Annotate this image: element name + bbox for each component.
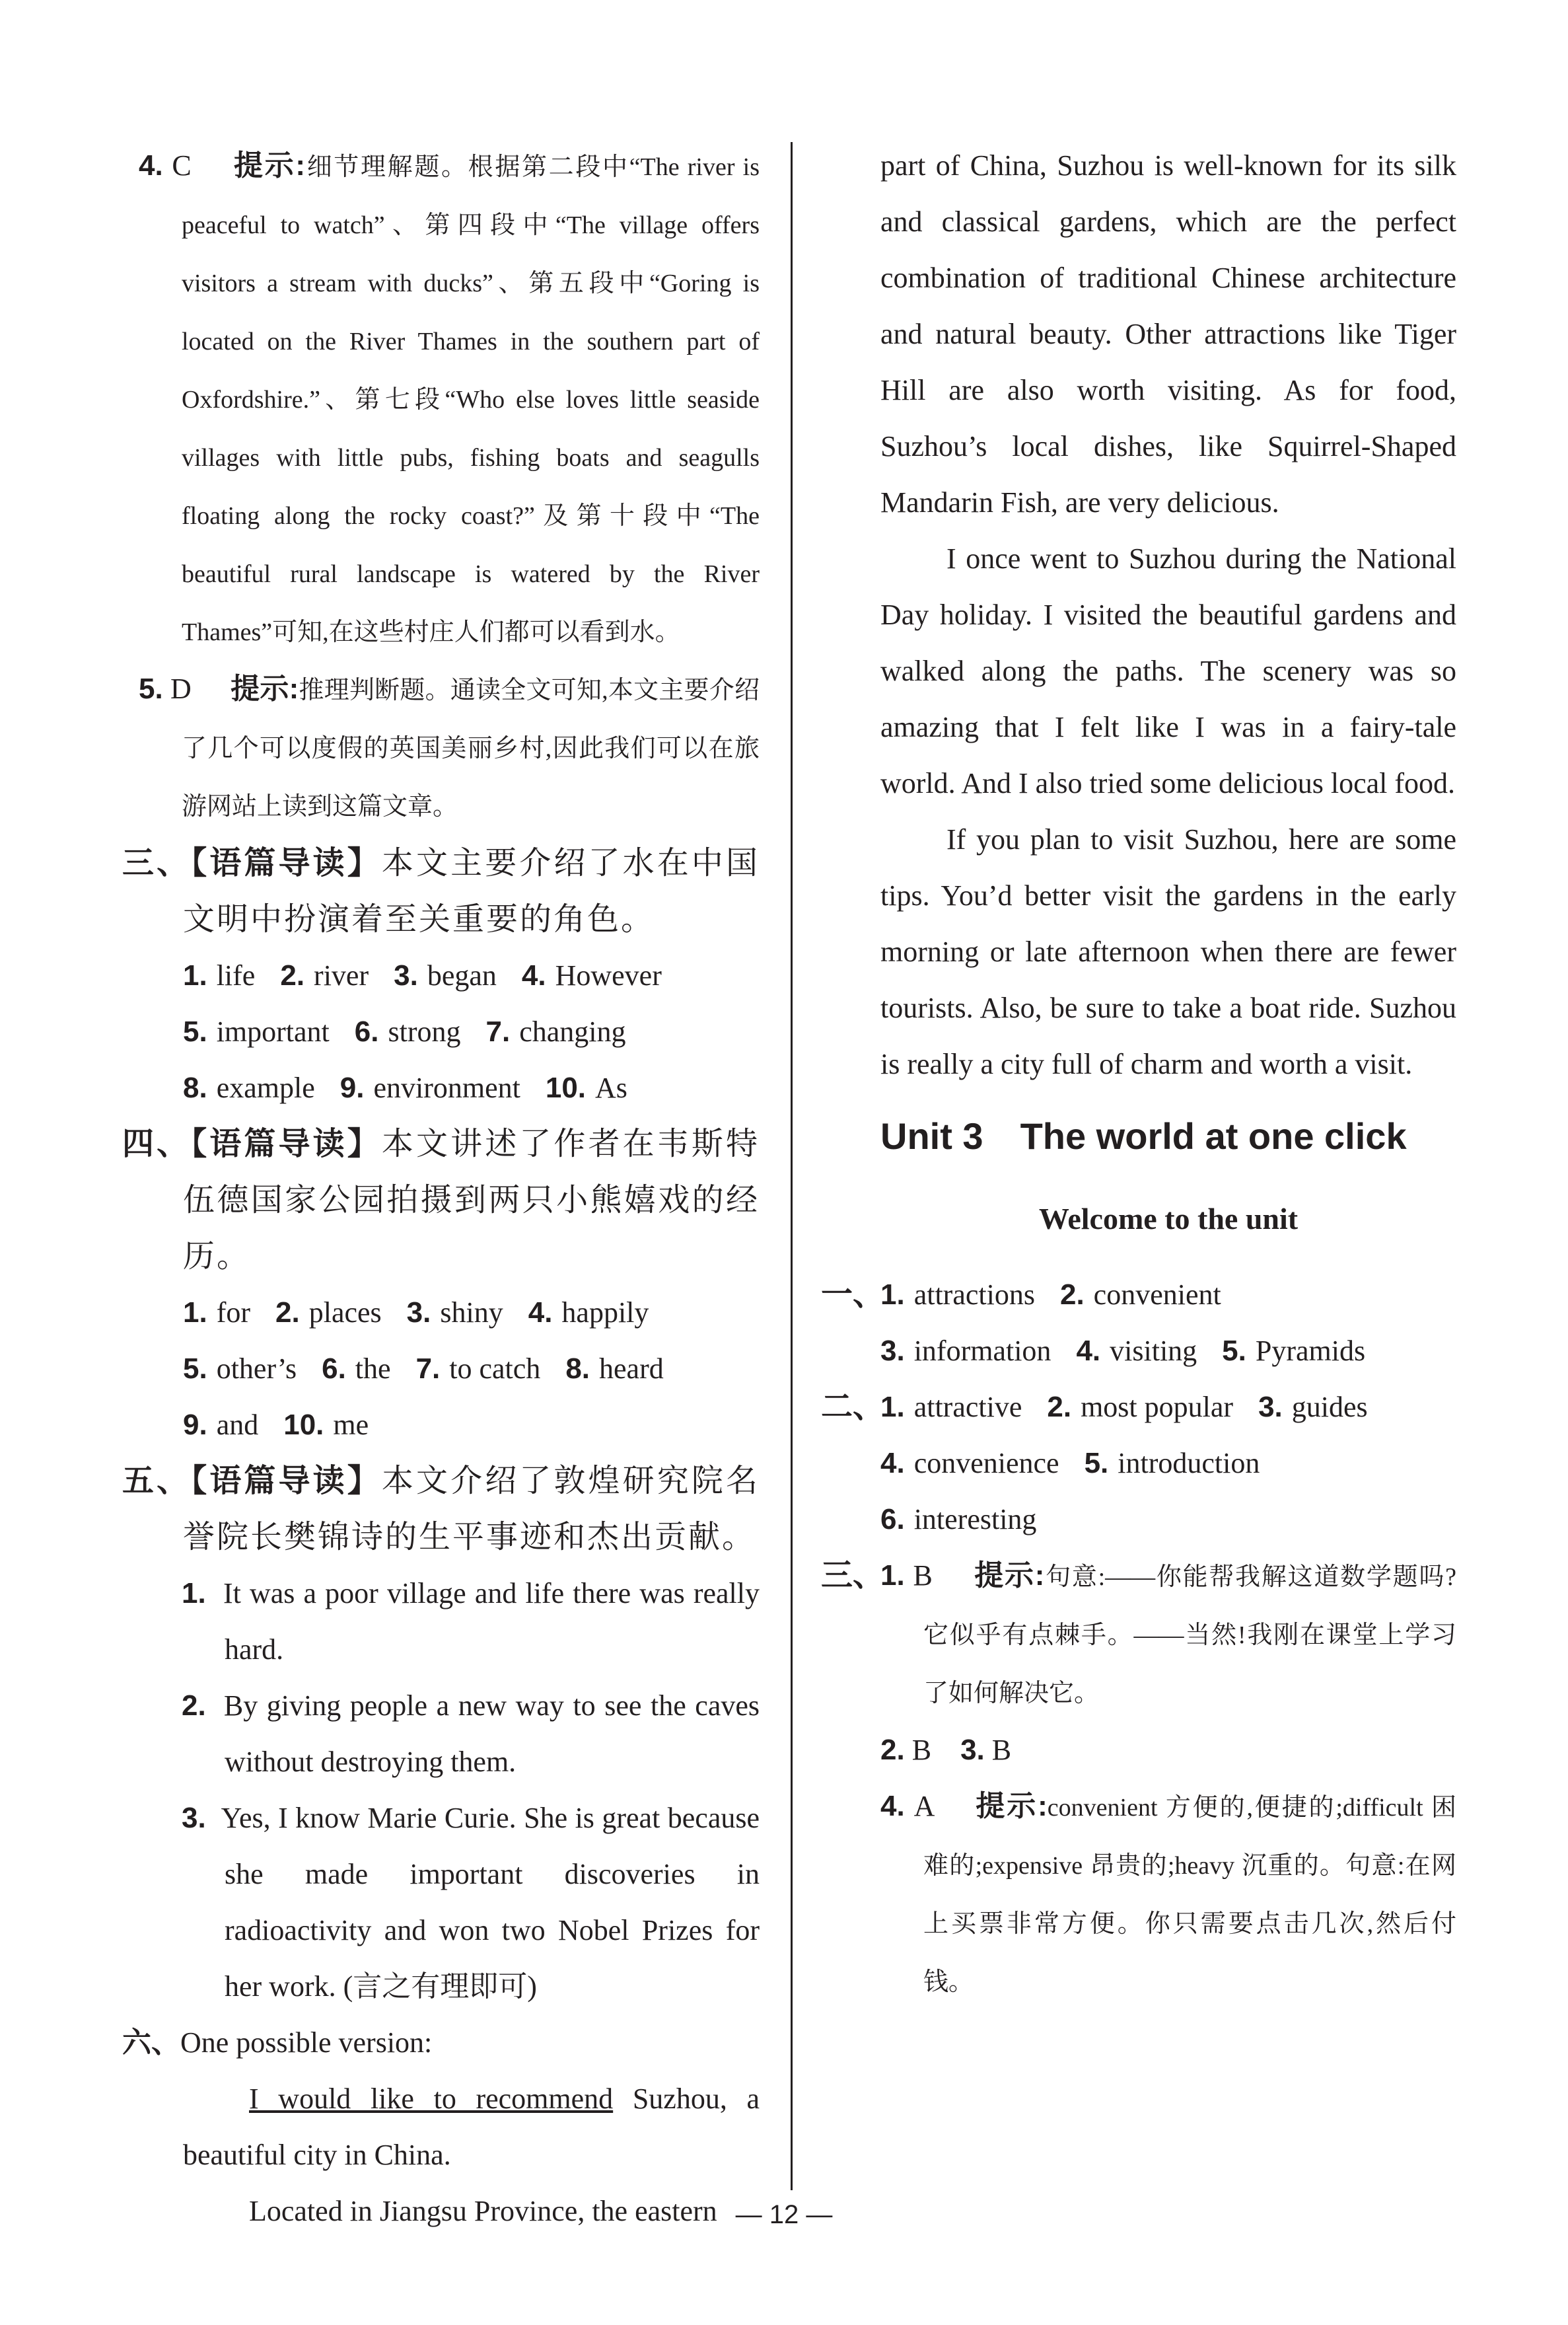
- answer-text: By giving people a new way to see the caves without destroying them.: [223, 1689, 760, 1778]
- answer-cell: [486, 1015, 626, 1048]
- answer-word: river: [314, 959, 369, 992]
- answer-cell: [880, 1391, 1022, 1423]
- answer-word: However: [555, 959, 662, 992]
- answer-cell: [565, 1352, 663, 1385]
- essay-paragraph-3: I once went to Suzhou during the National Day holiday. I visited the beautiful gardens and walked along the paths. The scenery was so amazing that I felt like I was in a fairy-tale world. And I also tried some delicious local food.: [880, 542, 1456, 799]
- answer-word: shiny: [440, 1296, 503, 1329]
- item-number: 4.: [139, 149, 163, 182]
- answer-row: [880, 1491, 1456, 1547]
- item-number: 5.: [1222, 1335, 1246, 1367]
- page-number: — 12 —: [735, 2200, 833, 2229]
- answer-cell: [183, 959, 255, 992]
- answer-letter: B: [913, 1559, 933, 1592]
- answer-word: the: [355, 1352, 391, 1385]
- answer-cell: [394, 959, 497, 992]
- answer-cell: [1076, 1335, 1197, 1367]
- item-number: 8.: [183, 1072, 207, 1104]
- answer-word: for: [216, 1296, 251, 1329]
- section-5-guide: [122, 1453, 760, 1565]
- answer-word: attractive: [913, 1391, 1022, 1423]
- item-number: 4.: [1076, 1335, 1101, 1367]
- answer-cell: [183, 1072, 315, 1104]
- hint-text: 推理判断题。通读全文可知,本文主要介绍了几个可以度假的英国美丽乡村,因此我们可以在旅游网站上读到这篇文章。: [182, 677, 760, 821]
- answer-cell: [340, 1072, 520, 1104]
- item-number: 4.: [880, 1790, 905, 1822]
- section-label: 【语篇导读】: [191, 1463, 382, 1498]
- part-1: [821, 1267, 1456, 1379]
- item-number: 5.: [1084, 1447, 1109, 1479]
- section-3-answers: [122, 947, 760, 1116]
- item-number: 8.: [565, 1352, 590, 1385]
- answer-row: [122, 1397, 760, 1453]
- answer-word: information: [913, 1335, 1051, 1367]
- answer-cell: [528, 1296, 649, 1329]
- right-column: [821, 137, 1457, 2011]
- item-number: 1.: [183, 959, 207, 992]
- essay-paragraph-2-cont: part of China, Suzhou is well-known for its silk and classical gardens, which are the perfect combination of traditional Chinese architecture and natural beauty. Other attractions like Tiger Hill are also worth visiting. As for food, Suzhou’s local dishes, like Squirrel-Shaped Mandarin Fish, are very delicious.: [880, 149, 1456, 519]
- answer-row: [880, 1323, 1456, 1379]
- section-3-guide: [122, 835, 760, 947]
- item-number: 7.: [485, 1015, 511, 1048]
- answer-word: to catch: [449, 1352, 541, 1385]
- answer-text: Yes, I know Marie Curie. She is great because she made important discoveries in radioactivity and won two Nobel Prizes for her work. (言之有理即可): [221, 1802, 760, 2003]
- answer-cell: [1222, 1335, 1365, 1367]
- answer-row: [880, 1379, 1456, 1435]
- section-marker: 三、: [122, 846, 192, 881]
- answer-cell: [183, 1296, 250, 1329]
- answer-row: [880, 1267, 1456, 1323]
- item-number: 5.: [139, 673, 163, 705]
- open-answer-2: [122, 1678, 760, 1790]
- answer-row: [122, 1341, 760, 1397]
- section-4-answers: [122, 1284, 760, 1453]
- hint-text: 句意:——你能帮我解这道数学题吗?它似乎有点棘手。——当然!我刚在课堂上学习了如何解决它。: [923, 1563, 1456, 1707]
- item-number: 2.: [280, 959, 305, 992]
- hint-label: 提示:: [231, 673, 299, 705]
- answer-row: [122, 947, 760, 1004]
- answer-text: It was a poor village and life there was really hard.: [223, 1577, 760, 1666]
- section-marker: 一、: [821, 1277, 885, 1312]
- answer-word: guides: [1291, 1391, 1368, 1423]
- answer-row: [122, 1004, 760, 1060]
- answer-cell: [183, 1015, 330, 1048]
- answer-word: environment: [373, 1072, 520, 1104]
- answer-cell: [283, 1409, 369, 1441]
- answer-cell: [183, 1409, 258, 1441]
- item-number: 5.: [183, 1015, 207, 1048]
- answer-item-5: [122, 661, 760, 835]
- hint-text: convenient 方便的,便捷的;difficult 困难的;expensive 昂贵的;heavy 沉重的。句意:在网上买票非常方便。你只需要点击几次,然后付钱。: [923, 1794, 1457, 1996]
- section-marker: 二、: [821, 1389, 885, 1424]
- answer-letter: D: [170, 673, 192, 705]
- item-number: 6.: [322, 1352, 346, 1385]
- answer-cell: [416, 1352, 541, 1385]
- answer-word: introduction: [1118, 1447, 1260, 1479]
- item-number: 1.: [183, 1296, 207, 1329]
- answer-cell: [183, 1352, 297, 1385]
- item-number: 7.: [415, 1352, 441, 1385]
- section-marker: 六、: [122, 2026, 180, 2059]
- item-number: 10.: [545, 1072, 587, 1104]
- item-number: 3.: [960, 1734, 985, 1766]
- answer-word: heard: [599, 1352, 664, 1385]
- answer-word: other’s: [216, 1352, 297, 1385]
- answer-cell: [880, 1447, 1059, 1479]
- item-number: 9.: [183, 1409, 207, 1441]
- answer-word: important: [216, 1015, 330, 1048]
- item-number: 4.: [521, 959, 546, 992]
- answer-word: convenient: [1093, 1278, 1221, 1311]
- section-marker: 五、: [122, 1463, 192, 1498]
- open-answer-1: [122, 1565, 760, 1678]
- hint-label: 提示:: [234, 149, 306, 182]
- item-number: 2.: [275, 1296, 300, 1329]
- section-subtitle: Welcome to the unit: [1038, 1202, 1299, 1236]
- item-number: 3.: [1258, 1391, 1283, 1423]
- answer-word: Pyramids: [1255, 1335, 1366, 1367]
- answer-word: most popular: [1081, 1391, 1234, 1423]
- answer-word: changing: [519, 1015, 626, 1048]
- left-column: [122, 137, 760, 2239]
- section-summary: 本文介绍了敦煌研究院名誉院长樊锦诗的生平事迹和杰出贡献。: [183, 1463, 760, 1555]
- section-summary: 本文主要介绍了水在中国文明中扮演着至关重要的角色。: [183, 846, 760, 937]
- answer-letter: C: [172, 149, 192, 182]
- answer-cell: [546, 1072, 627, 1104]
- item-number: 2.: [1047, 1391, 1072, 1423]
- answer-word: attractions: [913, 1278, 1035, 1311]
- answer-word: convenience: [913, 1447, 1059, 1479]
- answer-word: life: [216, 959, 256, 992]
- answer-cell: [322, 1352, 390, 1385]
- answer-cell: [880, 1503, 1036, 1535]
- item-number: 3.: [394, 959, 418, 992]
- answer-cell: [355, 1015, 461, 1048]
- answer-letter: B: [911, 1734, 932, 1766]
- item-number: 10.: [283, 1409, 324, 1441]
- answer-word: example: [216, 1072, 315, 1104]
- answer-cell: [1258, 1391, 1368, 1423]
- answer-word: visiting: [1110, 1335, 1197, 1367]
- answer-word: strong: [388, 1015, 461, 1048]
- answer-cell: [1085, 1447, 1260, 1479]
- item-number: 4.: [880, 1447, 905, 1479]
- hint-label: 提示:: [974, 1559, 1045, 1592]
- part-3-items-2-3: [880, 1722, 1456, 1778]
- unit-title: The world at one click: [1020, 1115, 1407, 1157]
- answer-row: [880, 1435, 1456, 1491]
- part-2: [821, 1379, 1456, 1547]
- essay-paragraph-1: [122, 2071, 760, 2183]
- item-number: 6.: [354, 1015, 379, 1048]
- answer-row: [122, 1060, 760, 1116]
- item-number: 3.: [406, 1296, 431, 1329]
- item-number: 1.: [880, 1278, 905, 1311]
- item-number: 2.: [1059, 1278, 1085, 1311]
- essay-paragraph-4: If you plan to visit Suzhou, here are some tips. You’d better visit the gardens in the early morning or late afternoon when there are fewer tourists. Also, be sure to take a boat ride. Suzhou is really a city full of charm and worth a visit.: [880, 823, 1456, 1080]
- item-number: 4.: [528, 1296, 553, 1329]
- item-number: 9.: [339, 1072, 365, 1104]
- answer-word: As: [595, 1072, 627, 1104]
- essay-paragraph-2-start: Located in Jiangsu Province, the eastern: [249, 2195, 717, 2227]
- essay-text: Suzhou, a beautiful city in China.: [183, 2083, 760, 2171]
- answer-cell: [275, 1296, 382, 1329]
- hint-label: 提示:: [976, 1790, 1048, 1822]
- answer-cell: [522, 959, 662, 992]
- item-number: 2.: [880, 1734, 905, 1766]
- section-marker: 三、: [821, 1558, 885, 1593]
- section-6-heading: [122, 2014, 760, 2071]
- column-divider: [791, 142, 793, 2190]
- section-4-guide: [122, 1116, 760, 1284]
- answer-word: happily: [561, 1296, 649, 1329]
- answer-word: places: [308, 1296, 382, 1329]
- answer-cell: [1047, 1391, 1233, 1423]
- answer-word: me: [333, 1409, 369, 1441]
- answer-row: [122, 1284, 760, 1341]
- section-summary: 本文讲述了作者在韦斯特伍德国家公园拍摄到两只小熊嬉戏的经历。: [183, 1126, 760, 1274]
- section-label: 【语篇导读】: [191, 846, 382, 881]
- item-number: 3.: [880, 1335, 905, 1367]
- answer-cell: [1060, 1278, 1221, 1311]
- answer-cell: [880, 1278, 1035, 1311]
- part-3-item-1: [880, 1547, 1456, 1722]
- section-label: 【语篇导读】: [191, 1126, 382, 1162]
- hint-text: 细节理解题。根据第二段中“The river is peaceful to watch”、第四段中“The village offers visitors a stream with ducks”、第五段中“Goring is located on the River Thames in the southern part of Oxfordshire.”、第七段“Who else loves little seaside villages with little pubs, fishing boats and seagulls floating along the rocky coast?”及第十段中“The beautiful rural landscape is watered by the River Thames”可知,在这些村庄人们都可以看到水。: [182, 153, 760, 646]
- part-3: [821, 1547, 1456, 2011]
- item-number: 2.: [182, 1689, 206, 1722]
- item-number: 3.: [182, 1802, 206, 1834]
- answer-word: interesting: [913, 1503, 1037, 1535]
- part-3-item-4: [880, 1778, 1456, 2011]
- item-number: 6.: [880, 1503, 905, 1535]
- answer-word: began: [427, 959, 497, 992]
- answer-cell: [880, 1335, 1051, 1367]
- part-2-answers: [880, 1379, 1456, 1547]
- answer-cell: [280, 959, 369, 992]
- item-number: 1.: [880, 1391, 905, 1423]
- answer-letter: A: [913, 1790, 935, 1822]
- section-label: One possible version:: [180, 2026, 433, 2059]
- unit-heading: [880, 1108, 1456, 1164]
- section-marker: 四、: [122, 1126, 192, 1162]
- item-number: 1.: [880, 1559, 905, 1592]
- underlined-phrase: I would like to recommend: [249, 2083, 614, 2115]
- answer-cell: [407, 1296, 503, 1329]
- item-number: 5.: [183, 1352, 207, 1385]
- answer-item-4: [122, 137, 760, 661]
- unit-number: Unit 3: [880, 1115, 983, 1157]
- item-number: 1.: [182, 1577, 206, 1609]
- open-answer-3: [122, 1790, 760, 2014]
- answer-word: and: [216, 1409, 259, 1441]
- part-1-answers: [880, 1267, 1456, 1379]
- answer-letter: B: [991, 1734, 1012, 1766]
